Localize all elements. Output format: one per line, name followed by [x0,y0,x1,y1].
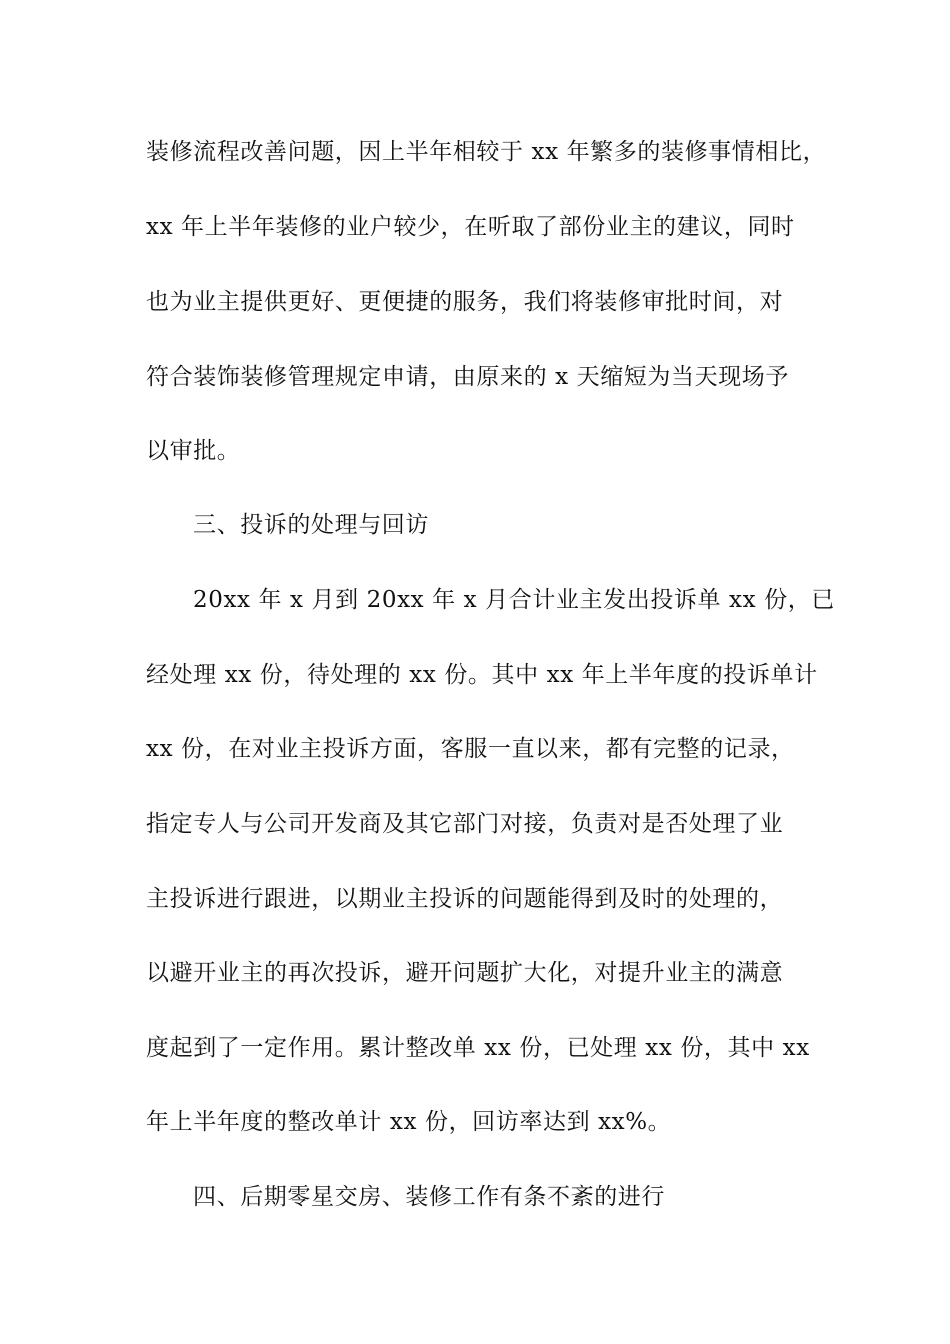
paragraph-line: 以审批。 [146,438,241,464]
paragraph-line: 符合装饰装修管理规定申请，由原来的 x 天缩短为当天现场予 [146,364,789,390]
paragraph-line: 经处理 xx 份，待处理的 xx 份。其中 xx 年上半年度的投诉单计 [146,662,818,688]
paragraph-line: 也为业主提供更好、更便捷的服务，我们将装修审批时间，对 [146,289,784,315]
section-heading: 三、投诉的处理与回访 [193,512,429,538]
paragraph-line: 指定专人与公司开发商及其它部门对接，负责对是否处理了业 [146,811,784,837]
paragraph-line: xx 年上半年装修的业户较少，在听取了部份业主的建议，同时 [146,214,795,240]
paragraph-line: xx 份，在对业主投诉方面，客服一直以来，都有完整的记录， [146,736,795,762]
paragraph-line: 以避开业主的再次投诉，避开问题扩大化，对提升业主的满意 [146,960,784,986]
paragraph-line: 装修流程改善问题，因上半年相较于 xx 年繁多的装修事情相比， [146,139,827,165]
paragraph-line: 度起到了一定作用。累计整改单 xx 份，已处理 xx 份，其中 xx [146,1035,810,1061]
paragraph-line: 年上半年度的整改单计 xx 份，回访率达到 xx%。 [146,1109,672,1135]
paragraph-line: 主投诉进行跟进，以期业主投诉的问题能得到及时的处理的， [146,886,784,912]
section-heading: 四、后期零星交房、装修工作有条不紊的进行 [193,1184,665,1210]
paragraph-line: 20xx 年 x 月到 20xx 年 x 月合计业主发出投诉单 xx 份，已 [193,587,835,613]
